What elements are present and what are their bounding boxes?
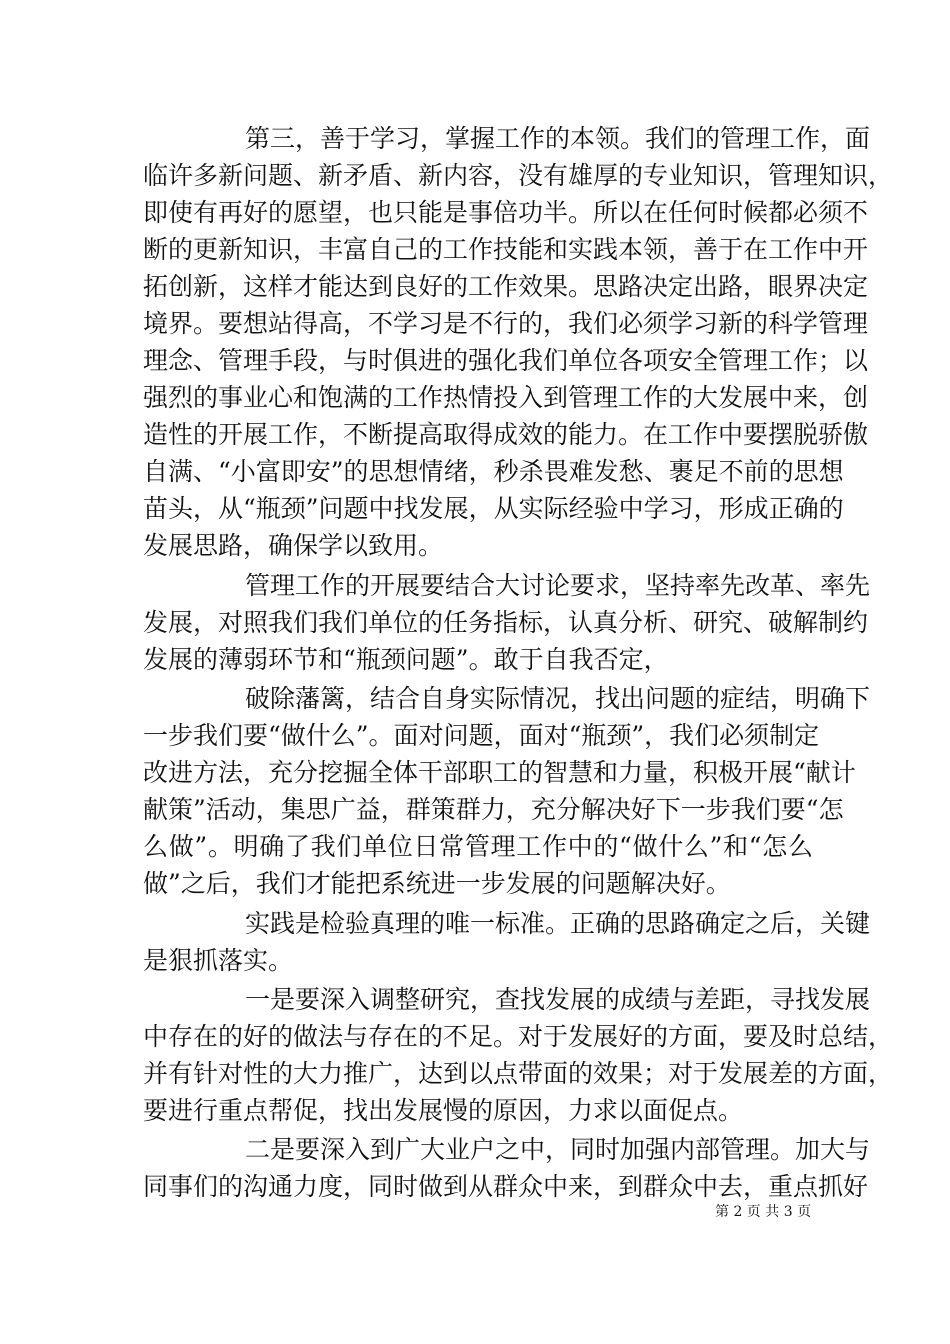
- text-line: 造性的开展工作，不断提高取得成效的能力。在工作中要摆脱骄傲: [143, 420, 869, 449]
- text-line: 要进行重点帮促，找出发展慢的原因，力求以面促点。: [143, 1096, 744, 1125]
- text-line: 同事们的沟通力度，同时做到从群众中来，到群众中去，重点抓好: [143, 1172, 869, 1201]
- text-line: 理念、管理手段，与时俱进的强化我们单位各项安全管理工作；以: [143, 346, 869, 375]
- page-number: 第 2 页 共 3 页: [715, 1204, 812, 1220]
- text-line: 自满、“小富即安”的思想情绪，秒杀畏难发愁、裹足不前的思想: [143, 457, 844, 486]
- text-line: 发展的薄弱环节和“瓶颈问题”。敢于自我否定，: [143, 645, 669, 674]
- text-line: 中存在的好的做法与存在的不足。对于发展好的方面，要及时总结，: [143, 1022, 894, 1051]
- text-line: 并有针对性的大力推广，达到以点带面的效果；对于发展差的方面，: [143, 1059, 894, 1088]
- text-line: 做”之后，我们才能把系统进一步发展的问题解决好。: [143, 869, 731, 898]
- text-line: 断的更新知识，丰富自己的工作技能和实践本领，善于在工作中开: [143, 235, 869, 264]
- text-line: 苗头，从“瓶颈”问题中找发展，从实际经验中学习，形成正确的: [143, 494, 844, 523]
- text-line: 二是要深入到广大业户之中，同时加强内部管理。加大与: [245, 1135, 871, 1164]
- text-line: 一是要深入调整研究，查找发展的成绩与差距，寻找发展: [245, 985, 871, 1014]
- text-line: 发展，对照我们我们单位的任务指标，认真分析、研究、破解制约: [143, 608, 869, 637]
- text-line: 一步我们要“做什么”。面对问题，面对“瓶颈”，我们必须制定: [143, 721, 820, 750]
- text-line: 么做”。明确了我们单位日常管理工作中的“做什么”和“怎么: [143, 832, 813, 861]
- text-line: 第三，善于学习，掌握工作的本领。我们的管理工作，面: [245, 124, 871, 153]
- text-line: 是狠抓落实。: [143, 946, 294, 975]
- text-line: 改进方法，充分挖掘全体干部职工的智慧和力量，积极开展“献计: [143, 758, 856, 787]
- text-line: 境界。要想站得高，不学习是不行的，我们必须学习新的科学管理: [143, 309, 869, 338]
- text-line: 拓创新，这样才能达到良好的工作效果。思路决定出路，眼界决定: [143, 272, 869, 301]
- text-line: 献策”活动，集思广益，群策群力，充分解决好下一步我们要“怎: [143, 795, 844, 824]
- text-line: 强烈的事业心和饱满的工作热情投入到管理工作的大发展中来，创: [143, 383, 869, 412]
- text-line: 破除藩篱，结合自身实际情况，找出问题的症结，明确下: [245, 684, 871, 713]
- text-line: 实践是检验真理的唯一标准。正确的思路确定之后，关键: [245, 909, 871, 938]
- text-line: 发展思路，确保学以致用。: [143, 531, 444, 560]
- text-line: 即使有再好的愿望，也只能是事倍功半。所以在任何时候都必须不: [143, 198, 869, 227]
- text-line: 临许多新问题、新矛盾、新内容，没有雄厚的专业知识，管理知识，: [143, 161, 894, 190]
- text-line: 管理工作的开展要结合大讨论要求，坚持率先改革、率先: [245, 571, 871, 600]
